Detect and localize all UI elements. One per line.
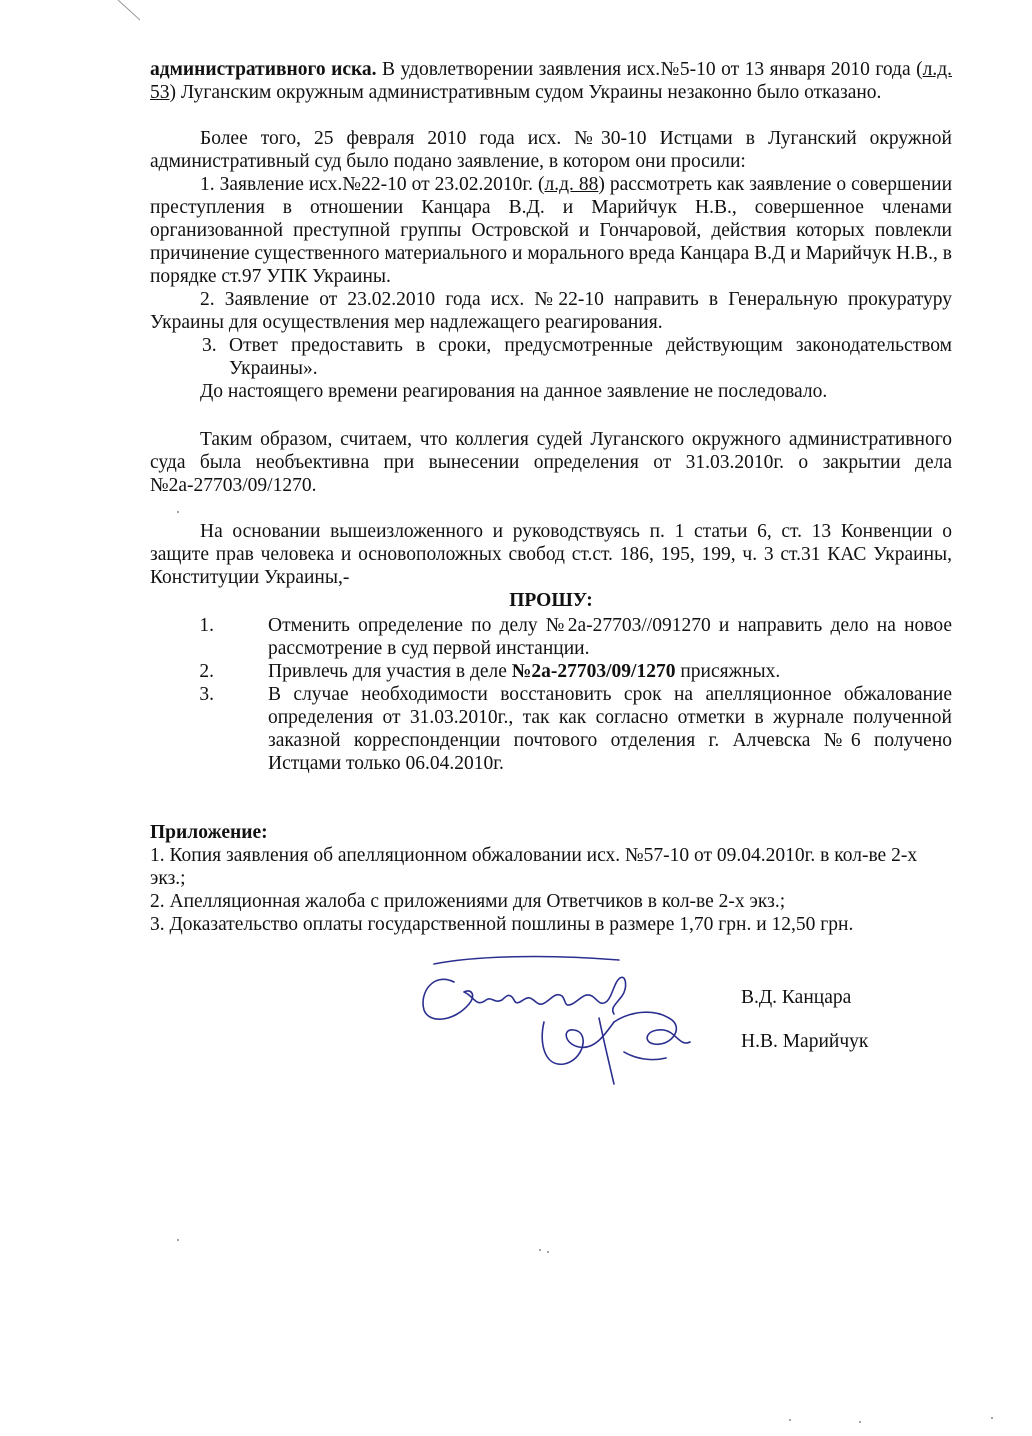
appendix-item-1: 1. Копия заявления об апелляционном обжаловании исх. №57-10 от 09.04.2010г. в кол-ве 2-х экз.; bbox=[150, 845, 918, 889]
request-item-2-text-b: присяжных. bbox=[675, 661, 781, 682]
paragraph-1-bold-start: административного иска. bbox=[150, 59, 377, 80]
list-item-1-ref: л.д. 88 bbox=[544, 174, 599, 195]
request-item-3-text: В случае необходимости восстановить срок на апелляционное обжалование определения от 31.03.2010г., так как согласно отметки в журнале полученной заказной корреспонденции почтового отделения г. Алчевска №6 получено Истцами только 06.04.2010г. bbox=[268, 684, 952, 774]
paragraph-5: На основании вышеизложенного и руководствуясь п. 1 статьи 6, ст. 13 Конвенции о защите прав человека и основоположных свобод ст.ст. 186, 195, 199, ч. 3 ст.31 КАС Украины, Конституции Украины,- bbox=[150, 521, 952, 588]
request-item-2-case-number: №2а-27703/09/1270 bbox=[511, 661, 676, 682]
signatory-1: В.Д. Канцара bbox=[741, 987, 852, 1008]
paragraph-3: До настоящего времени реагирования на данное заявление не последовало. bbox=[200, 381, 828, 402]
signatory-2: Н.В. Марийчук bbox=[741, 1031, 869, 1052]
request-item-1-num: 1. bbox=[199, 615, 214, 636]
list-item-3-text: Ответ предоставить в сроки, предусмотренные действующим законодательством Украины». bbox=[229, 335, 952, 379]
list-item-3-num: 3. bbox=[202, 335, 217, 356]
paragraph-1-ref: л.д. 53 bbox=[150, 59, 952, 103]
list-item-1-text-a: 1. Заявление исх.№22-10 от 23.02.2010г. ( bbox=[200, 174, 545, 195]
paragraph-2: Более того, 25 февраля 2010 года исх. №30-10 Истцами в Луганский окружной административный суд было подано заявление, в котором они просили: bbox=[150, 128, 952, 172]
appendix-item-3: 3. Доказательство оплаты государственной пошлины в размере 1,70 грн. и 12,50 грн. bbox=[150, 914, 854, 935]
paragraph-1-text-b: ) Луганским окружным административным судом Украины незаконно было отказано. bbox=[169, 82, 882, 103]
request-item-1-text: Отменить определение по делу №2а-27703//091270 и направить дело на новое рассмотрение в суд первой инстанции. bbox=[268, 615, 952, 659]
request-title: ПРОШУ: bbox=[509, 590, 593, 611]
request-item-2-text-a: Привлечь для участия в деле bbox=[268, 661, 512, 682]
paragraph-4: Таким образом, считаем, что коллегия судей Луганского окружного административного суда была необъективна при вынесении определения от 31.03.2010г. о закрытии дела №2а-27703/09/1270. bbox=[150, 429, 952, 496]
request-item-2-num: 2. bbox=[199, 661, 214, 682]
paragraph-1-text-a: В удовлетворении заявления исх.№5-10 от 13 января 2010 года ( bbox=[376, 59, 923, 80]
list-item-2: 2. Заявление от 23.02.2010 года исх. №22-10 направить в Генеральную прокуратуру Украины для осуществления мер надлежащего реагирования. bbox=[150, 289, 952, 333]
request-item-3-num: 3. bbox=[199, 684, 214, 705]
appendix-title: Приложение: bbox=[150, 822, 268, 843]
list-item-1-text-b: ) рассмотреть как заявление о совершении преступления в отношении Канцара В.Д. и Марийчук Н.В., совершенное членами организованной преступной группы Островской и Гончаровой, действия которых повлекли причинение существенного материального и морального вреда Канцара В.Д и Марийчук Н.В., в порядке ст.97 УПК Украины. bbox=[150, 174, 952, 287]
appendix-item-2: 2. Апелляционная жалоба с приложениями для Ответчиков в кол-ве 2-х экз.; bbox=[150, 891, 786, 912]
